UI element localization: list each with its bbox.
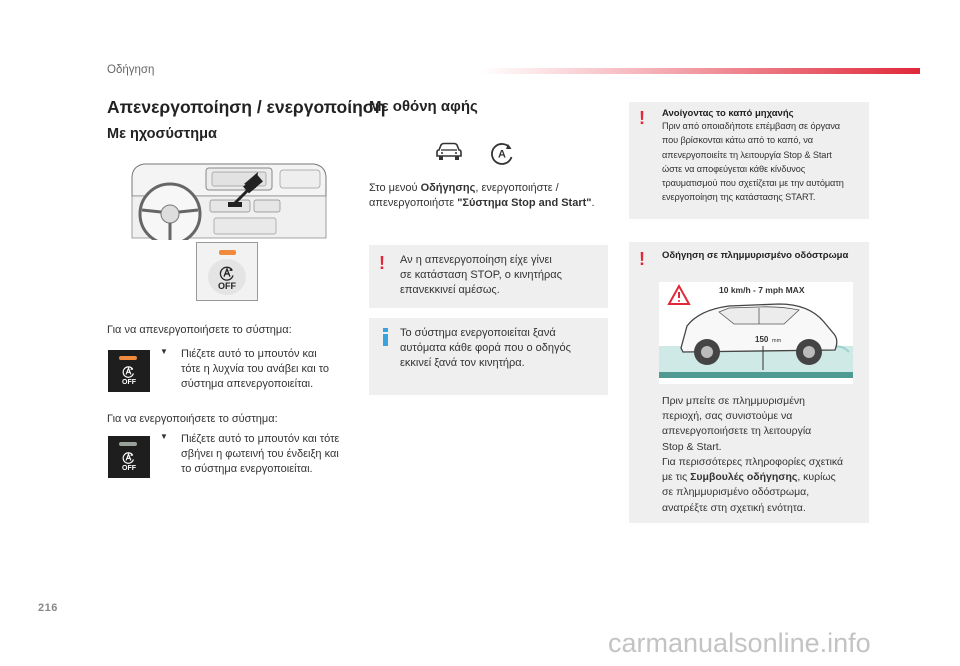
hood-warning-title: Ανοίγοντας το καπό μηχανής — [662, 108, 794, 119]
info-i-icon — [382, 328, 389, 346]
activate-step: ▼ Πιέζετε αυτό το μπουτόν και τότε σβήνει η φωτεινή του ένδειξη και το σύστημα ενεργοποιείται. — [160, 432, 340, 475]
bullet-triangle-icon: ▼ — [160, 432, 168, 441]
stop-start-button-on — [108, 350, 150, 392]
auto-reactivation-info-box: Το σύστημα ενεργοποιείται ξανά αυτόματα κάθε φορά που ο οδηγός εκκινεί ξανά τον κινητήρα. — [369, 318, 608, 395]
page-number: 216 — [38, 602, 58, 614]
page-title: Απενεργοποίηση / ενεργοποίηση — [107, 97, 386, 117]
watermark-text: carmanualsonline.info — [608, 628, 871, 658]
indicator-lamp-on-icon — [119, 356, 137, 360]
section-label: Οδήγηση — [107, 64, 155, 76]
off-label: OFF — [218, 281, 236, 291]
off-label: OFF — [122, 379, 136, 386]
flooded-road-title: Οδήγηση σε πλημμυρισμένο οδόστρωμα — [662, 250, 849, 261]
svg-text:10 km/h - 7 mph MAX: 10 km/h - 7 mph MAX — [719, 285, 805, 295]
svg-text:A: A — [498, 148, 506, 161]
stop-start-off-button-large — [196, 242, 258, 301]
warning-exclamation-icon: ! — [639, 249, 645, 269]
dashboard-illustration — [130, 158, 328, 240]
touchscreen-instruction: Στο μενού Οδήγησης, ενεργοποιήστε / απενεργοποιήστε "Σύστημα Stop and Start". — [369, 182, 595, 210]
indicator-lamp-icon — [219, 250, 236, 255]
stop-start-button-off — [108, 436, 150, 478]
svg-text:150: 150 — [755, 335, 769, 344]
stop-start-a-icon — [489, 140, 515, 166]
section-subtitle: Με ηχοσύστημα — [107, 126, 217, 142]
indicator-lamp-off-icon — [119, 442, 137, 446]
restart-warning-box: ! Αν η απενεργοποίηση είχε γίνει σε κατάσταση STOP, ο κινητήρας επανεκκινεί αμέσως. — [369, 245, 608, 308]
flooded-road-illustration — [659, 282, 853, 384]
hood-warning-box: ! Ανοίγοντας το καπό μηχανής Πριν από οποιαδήποτε επέμβαση σε όργανα που βρίσκονται κάτω από το καπό, να απενεργοποιείτε τη λειτουργία Stop & Start ώστε να αποφεύγεται κάθε κίνδυνος τραυματισμού που σχετίζεται με την αυτόματη ενεργοποίηση της κατάστασης START. — [629, 102, 869, 219]
stop-start-a-icon — [122, 365, 135, 378]
warning-exclamation-icon: ! — [379, 253, 385, 273]
touchscreen-title: Με οθόνη αφής — [369, 98, 478, 115]
warning-exclamation-icon: ! — [639, 108, 645, 128]
svg-text:mm: mm — [772, 338, 782, 344]
stop-start-a-icon — [122, 451, 135, 464]
header-divider — [480, 68, 920, 74]
activate-intro: Για να ενεργοποιήσετε το σύστημα: — [107, 413, 278, 425]
deactivate-step: ▼ Πιέζετε αυτό το μπουτόν και τότε η λυχνία του ανάβει και το σύστημα απενεργοποιείται. — [160, 347, 330, 390]
bullet-triangle-icon: ▼ — [160, 347, 168, 356]
flooded-road-box — [629, 242, 869, 523]
stop-start-a-icon — [219, 265, 235, 281]
car-driving-icon — [434, 142, 464, 164]
deactivate-intro: Για να απενεργοποιήσετε το σύστημα: — [107, 324, 292, 336]
flooded-road-advice: Πριν μπείτε σε πλημμυρισμένη περιοχή, σας συνιστούμε να απενεργοποιήσετε τη λειτουργία Stop & Start. Για περισσότερες πληροφορίες σχετικά με τις Συμβουλές οδήγησης, κυρίως σε πλημμυρισμένο οδόστρωμα, ανατρέξτε στη σχετική ενότητα. — [662, 395, 844, 514]
off-label: OFF — [122, 465, 136, 472]
